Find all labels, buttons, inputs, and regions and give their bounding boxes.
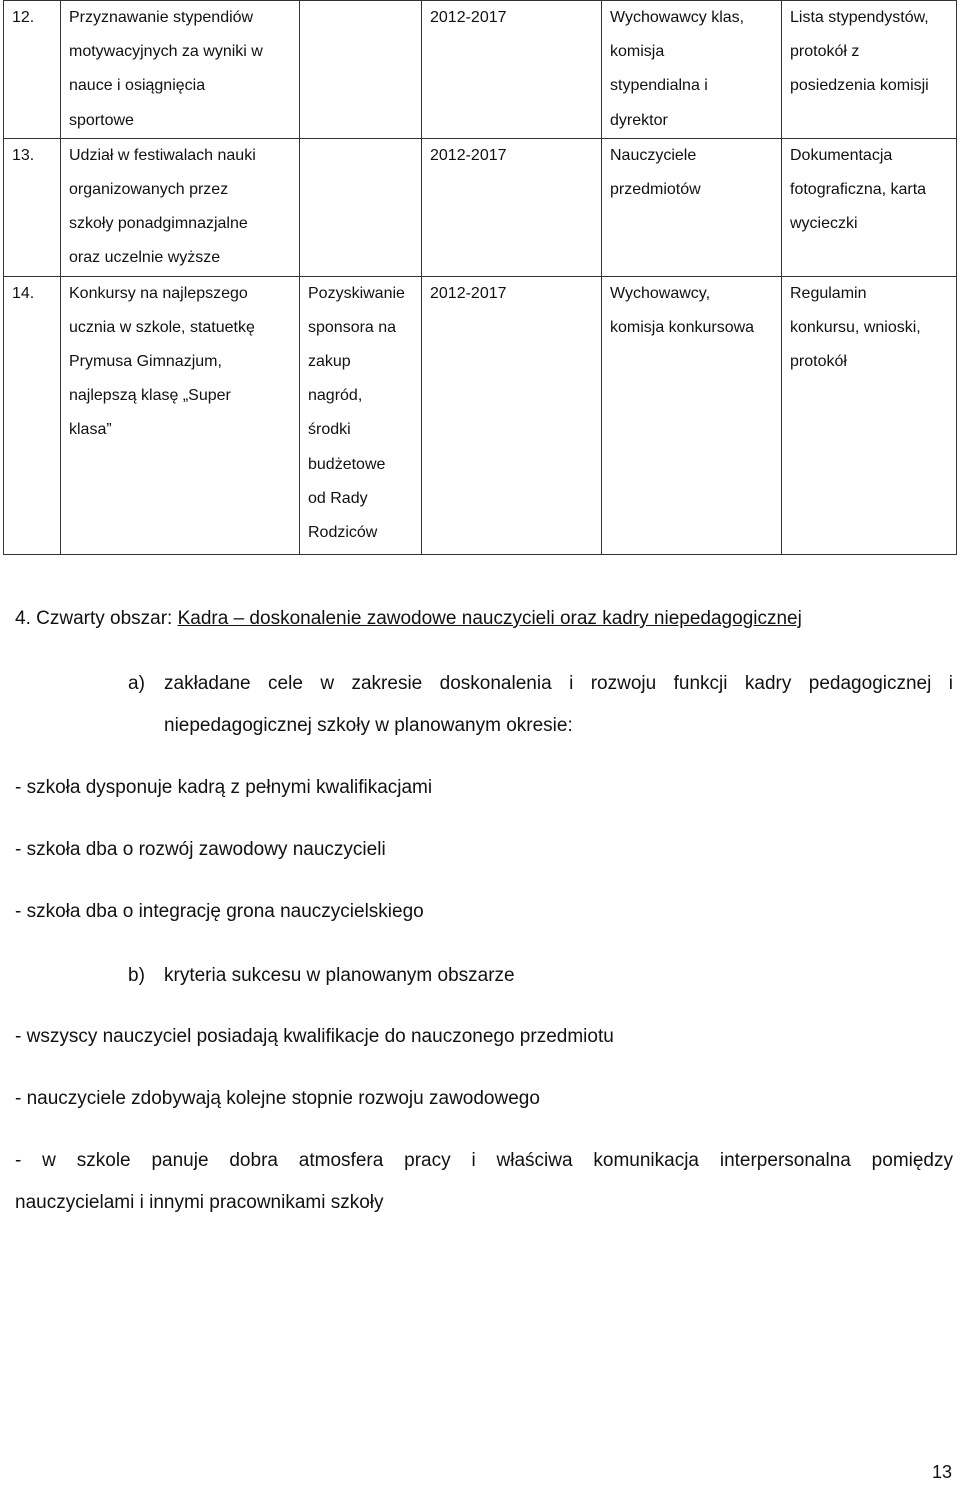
means-cell: Pozyskiwanie sponsora na zakup nagród, środki budżetowe od Rady Rodziców	[300, 276, 422, 554]
criterion-item: - wszyscy nauczyciel posiadają kwalifikacje do nauczonego przedmiotu	[15, 1026, 614, 1047]
row-number: 12.	[4, 1, 61, 139]
row-number: 14.	[4, 276, 61, 554]
section-title: Kadra – doskonalenie zawodowe nauczycieli oraz kadry niepedagogicznej	[177, 608, 802, 629]
item-a-text-line2: niepedagogicznej szkoły w planowanym okresie:	[164, 715, 573, 736]
section-number: 4. Czwarty obszar:	[15, 608, 173, 629]
criterion-item-multiline	[15, 1140, 953, 1224]
table-row	[4, 276, 957, 554]
table-row	[4, 1, 957, 139]
plan-table	[3, 0, 957, 555]
item-a-label: a)	[128, 673, 145, 694]
term-cell: 2012-2017	[422, 138, 602, 276]
table-row	[4, 138, 957, 276]
item-a-text-line1: zakładane cele w zakresie doskonalenia i rozwoju funkcji kadry pedagogicznej i	[164, 673, 953, 694]
goal-item: - szkoła dba o integrację grona nauczycielskiego	[15, 901, 424, 922]
means-cell	[300, 1, 422, 139]
evidence-cell: Regulamin konkursu, wnioski, protokół	[782, 276, 957, 554]
term-cell: 2012-2017	[422, 1, 602, 139]
goal-item: - szkoła dba o rozwój zawodowy nauczycieli	[15, 839, 386, 860]
item-b	[128, 955, 515, 997]
task-cell: Przyznawanie stypendiów motywacyjnych za wyniki w nauce i osiągnięcia sportowe	[61, 1, 300, 139]
evidence-cell: Lista stypendystów, protokół z posiedzenia komisji	[782, 1, 957, 139]
page-number: 13	[931, 1462, 952, 1482]
responsible-cell: Nauczyciele przedmiotów	[602, 138, 782, 276]
goal-item: - szkoła dysponuje kadrą z pełnymi kwalifikacjami	[15, 777, 433, 798]
item-b-text: kryteria sukcesu w planowanym obszarze	[164, 965, 515, 986]
row-number: 13.	[4, 138, 61, 276]
criterion-line1: - w szkole panuje dobra atmosfera pracy i właściwa komunikacja interpersonalna pomiędzy	[15, 1150, 953, 1171]
item-a	[128, 663, 953, 747]
means-cell	[300, 138, 422, 276]
responsible-cell: Wychowawcy, komisja konkursowa	[602, 276, 782, 554]
criterion-item: - nauczyciele zdobywają kolejne stopnie rozwoju zawodowego	[15, 1088, 540, 1109]
task-cell: Konkursy na najlepszego ucznia w szkole, statuetkę Prymusa Gimnazjum, najlepszą klasę „Super klasa”	[61, 276, 300, 554]
item-b-label: b)	[128, 965, 145, 986]
responsible-cell: Wychowawcy klas, komisja stypendialna i dyrektor	[602, 1, 782, 139]
section-heading	[15, 598, 953, 640]
criterion-line2: nauczycielami i innymi pracownikami szkoły	[15, 1192, 384, 1213]
task-cell: Udział w festiwalach nauki organizowanych przez szkoły ponadgimnazjalne oraz uczelnie wyższe	[61, 138, 300, 276]
evidence-cell: Dokumentacja fotograficzna, karta wycieczki	[782, 138, 957, 276]
term-cell: 2012-2017	[422, 276, 602, 554]
